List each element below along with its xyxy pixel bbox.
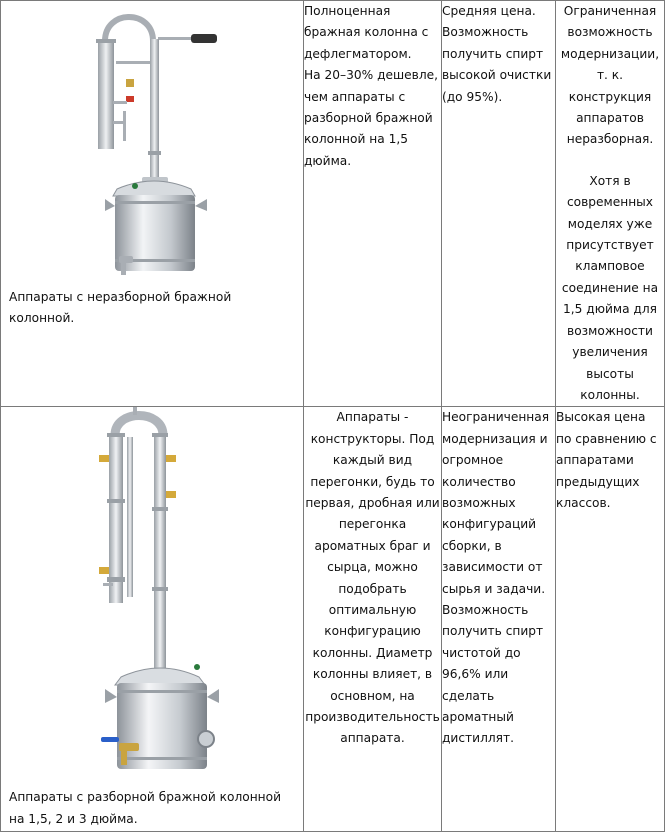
description-text: Аппараты - конструкторы. Под каждый вид перегонки, будь то первая, дробная или перегонка ароматных браг и сырца, можно подобрать оптимальную конфигурацию колонны. Диаметр колонны влияет, в основном, на производительность аппарата. [305,410,440,746]
advantages-text: Неограниченная модернизация и огромное количество возможных конфигураций сборки, в зависимости от сырья и задачи. Возможность получить спирт чистотой до 96,6% или сделать ароматный дистиллят. [442,410,550,746]
disadvantages-cell [556,407,665,832]
table-row [1,407,665,832]
disadvantages-text: Ограниченная возможность модернизации, т. к. конструкция аппаратов неразборная. [560,4,660,147]
table-row [1,1,665,407]
image-caption: Аппараты с неразборной бражной колонной. [9,290,232,326]
image-caption: Аппараты с разборной бражной колонной на 1,5, 2 и 3 дюйма. [9,790,282,826]
image-cell [1,407,304,832]
advantages-text: Средняя цена. Возможность получить спирт высокой очистки (до 95%). [442,4,552,104]
description-text: Полноценная бражная колонна с дефлегматором. На 20–30% дешевле, чем аппараты с разборной бражной колонной на 1,5 дюйма. [304,4,438,168]
demountable-column-apparatus-image [1,407,303,831]
advantages-cell [442,407,556,832]
description-cell [304,1,442,407]
disadvantages-cell [556,1,665,407]
image-cell [1,1,304,407]
disadvantages-note: Хотя в современных моделях уже присутствует кламповое соединение на 1,5 дюйма для возможности увеличения высоты колонны. [561,173,659,402]
disadvantages-text: Высокая цена по сравнению с аппаратами предыдущих классов. [556,410,657,510]
advantages-cell [442,1,556,407]
description-cell [304,407,442,832]
